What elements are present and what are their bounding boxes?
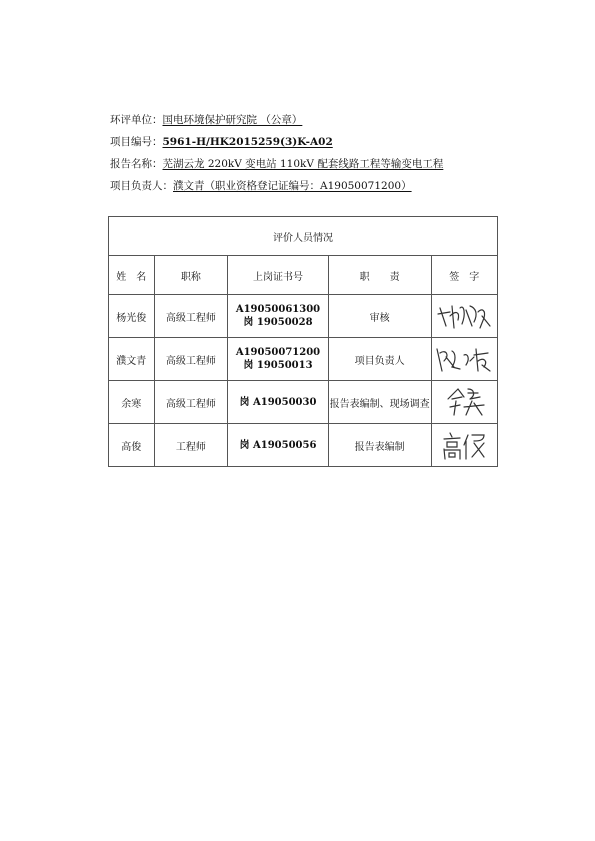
- table-title: 评价人员情况: [109, 217, 498, 256]
- project-number-label: 项目编号：: [110, 136, 163, 148]
- certificate-line-1: A19050071200: [235, 347, 321, 358]
- project-number-line: [110, 134, 443, 156]
- person-name: 杨光俊: [109, 295, 155, 338]
- signature-cell: [431, 295, 498, 338]
- table-header-row: [109, 256, 498, 295]
- project-leader-line: [110, 178, 443, 200]
- header-certificate: 上岗证书号: [228, 256, 328, 295]
- certificate-line-1: 岗 A19050056: [239, 439, 317, 451]
- person-title: 高级工程师: [154, 338, 228, 381]
- person-certificate: [228, 338, 328, 381]
- person-name: 高俊: [109, 424, 155, 467]
- unit-value: 国电环境保护研究院 （公章）: [162, 114, 303, 126]
- header-duty: 职 责: [328, 256, 431, 295]
- signature-cell: [431, 424, 498, 467]
- person-name: 濮文青: [109, 338, 155, 381]
- signature-cell: [431, 338, 498, 381]
- person-certificate: [228, 424, 328, 467]
- header-title: 职称: [154, 256, 228, 295]
- person-duty: 报告表编制、现场调查: [328, 381, 431, 424]
- person-duty: 报告表编制: [328, 424, 431, 467]
- table-row: [109, 424, 498, 467]
- table-row: [109, 338, 498, 381]
- person-duty: 项目负责人: [328, 338, 431, 381]
- person-certificate: [228, 295, 328, 338]
- unit-line: [110, 112, 443, 134]
- person-title: 高级工程师: [154, 381, 228, 424]
- person-title: 工程师: [154, 424, 228, 467]
- handwritten-signature: [440, 429, 488, 461]
- handwritten-signature: [434, 343, 494, 375]
- header-name: 姓 名: [109, 256, 155, 295]
- table-row: [109, 295, 498, 338]
- handwritten-signature: [442, 385, 486, 419]
- project-leader-value: 濮文青（职业资格登记证编号：A19050071200）: [173, 180, 412, 192]
- person-certificate: [228, 381, 328, 424]
- project-leader-label: 项目负责人：: [110, 180, 173, 192]
- report-name-line: [110, 156, 443, 178]
- certificate-line-2: 岗 19050028: [243, 317, 313, 328]
- person-name: 余寒: [109, 381, 155, 424]
- certificate-line-1: A19050061300: [235, 304, 321, 315]
- project-number-value: 5961-H/HK2015259(3)K-A02: [162, 136, 333, 148]
- certificate-line-2: 岗 19050013: [243, 360, 313, 371]
- header-signature: 签 字: [431, 256, 498, 295]
- person-title: 高级工程师: [154, 295, 228, 338]
- handwritten-signature: [436, 300, 492, 332]
- report-name-value: 芜湖云龙 220kV 变电站 110kV 配套线路工程等输变电工程: [162, 158, 444, 170]
- certificate-line-1: 岗 A19050030: [239, 396, 317, 408]
- staff-table: [108, 216, 498, 467]
- report-name-label: 报告名称：: [110, 158, 163, 170]
- table-row: [109, 381, 498, 424]
- person-duty: 审核: [328, 295, 431, 338]
- unit-label: 环评单位：: [110, 114, 163, 126]
- signature-cell: [431, 381, 498, 424]
- report-header: [110, 112, 443, 200]
- table-title-row: [109, 217, 498, 256]
